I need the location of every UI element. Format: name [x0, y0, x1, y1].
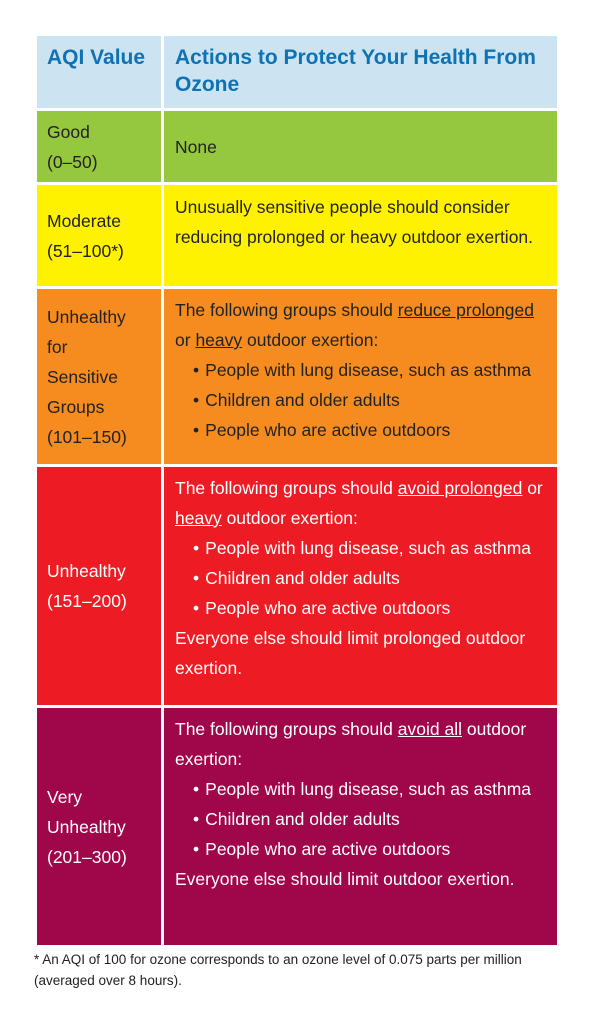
category-range: (101–150): [47, 426, 127, 447]
list-item-text: People who are active outdoors: [205, 839, 451, 859]
category-cell-very-unhealthy: [37, 708, 164, 945]
list-item: [175, 415, 546, 445]
list-item-text: People with lung disease, such as asthma: [205, 360, 532, 380]
intro-emphasis: heavy: [195, 330, 243, 350]
list-item-text: Children and older adults: [205, 568, 400, 588]
list-item: [175, 593, 546, 623]
action-closing: Everyone else should limit outdoor exertion.: [175, 869, 515, 889]
category-line: Very: [47, 786, 83, 807]
list-item-text: Children and older adults: [205, 390, 400, 410]
header-aqi-value-label: AQI Value: [47, 46, 146, 69]
intro-emphasis: reduce prolonged: [397, 300, 534, 320]
list-item-text: People with lung disease, such as asthma: [205, 779, 532, 799]
bullet-icon: •: [193, 568, 200, 588]
category-cell-good: [37, 111, 164, 182]
list-item: [175, 533, 546, 563]
bullet-icon: •: [193, 420, 200, 440]
table-row-moderate: [37, 185, 557, 289]
category-cell-unhealthy: [37, 467, 164, 705]
action-closing: Everyone else should limit prolonged outdoor exertion.: [175, 628, 526, 678]
bullet-icon: •: [193, 779, 200, 799]
bullet-icon: •: [193, 809, 200, 829]
action-cell-usg: [164, 289, 557, 464]
list-item: [175, 804, 546, 834]
bullet-icon: •: [193, 538, 200, 558]
action-intro: [175, 714, 546, 774]
action-cell-very-unhealthy: [164, 708, 557, 945]
footnote: * An AQI of 100 for ozone corresponds to an ozone level of 0.075 parts per million (averaged over 8 hours).: [34, 952, 522, 988]
intro-text: or: [522, 478, 543, 498]
category-cell-usg: [37, 289, 164, 464]
list-item-text: People who are active outdoors: [205, 598, 451, 618]
category-line: for: [47, 336, 68, 357]
list-item: [175, 385, 546, 415]
action-cell-unhealthy: [164, 467, 557, 705]
category-line: Sensitive: [47, 366, 119, 387]
category-name: Good: [47, 121, 90, 142]
list-item: [175, 355, 546, 385]
table-header-row: [37, 36, 557, 111]
list-item-text: People with lung disease, such as asthma: [205, 538, 532, 558]
category-line: Unhealthy: [47, 816, 126, 837]
bullet-icon: •: [193, 360, 200, 380]
category-line: Unhealthy: [47, 306, 126, 327]
action-cell-moderate: [164, 185, 557, 286]
intro-text: or: [175, 330, 196, 350]
table-row-very-unhealthy: [37, 708, 557, 945]
bullet-icon: •: [193, 598, 200, 618]
bullet-icon: •: [193, 839, 200, 859]
header-aqi-value: [37, 36, 164, 108]
table-row-good: [37, 111, 557, 185]
table-row-usg: [37, 289, 557, 467]
list-item-text: People who are active outdoors: [205, 420, 451, 440]
header-actions-label: Actions to Protect Your Health From Ozone: [175, 46, 536, 96]
action-text: None: [175, 136, 217, 157]
category-cell-moderate: [37, 185, 164, 286]
list-item: [175, 774, 546, 804]
list-item: [175, 563, 546, 593]
category-name: Moderate: [47, 210, 121, 231]
intro-text: outdoor exertion:: [242, 330, 379, 350]
action-cell-good: [164, 111, 557, 182]
action-text: Unusually sensitive people should consider reducing prolonged or heavy outdoor exertion.: [175, 197, 534, 247]
bullet-icon: •: [193, 390, 200, 410]
intro-emphasis: avoid prolonged: [397, 478, 523, 498]
table-row-unhealthy: [37, 467, 557, 708]
intro-emphasis: avoid all: [397, 719, 462, 739]
category-range: (0–50): [47, 151, 98, 172]
action-intro: [175, 473, 546, 533]
intro-emphasis: heavy: [175, 508, 222, 528]
intro-text: The following groups should: [175, 719, 398, 739]
header-actions: [164, 36, 557, 108]
category-range: (51–100*): [47, 240, 124, 261]
intro-text: outdoor exertion:: [175, 719, 527, 769]
list-item-text: Children and older adults: [205, 809, 400, 829]
category-range: (151–200): [47, 591, 127, 611]
list-item: [175, 834, 546, 864]
intro-text: outdoor exertion:: [221, 508, 358, 528]
intro-text: The following groups should: [175, 300, 398, 320]
aqi-ozone-table: [37, 36, 557, 945]
intro-text: The following groups should: [175, 478, 398, 498]
action-intro: [175, 295, 546, 355]
category-range: (201–300): [47, 846, 127, 867]
category-name: Unhealthy: [47, 561, 126, 581]
category-line: Groups: [47, 396, 105, 417]
